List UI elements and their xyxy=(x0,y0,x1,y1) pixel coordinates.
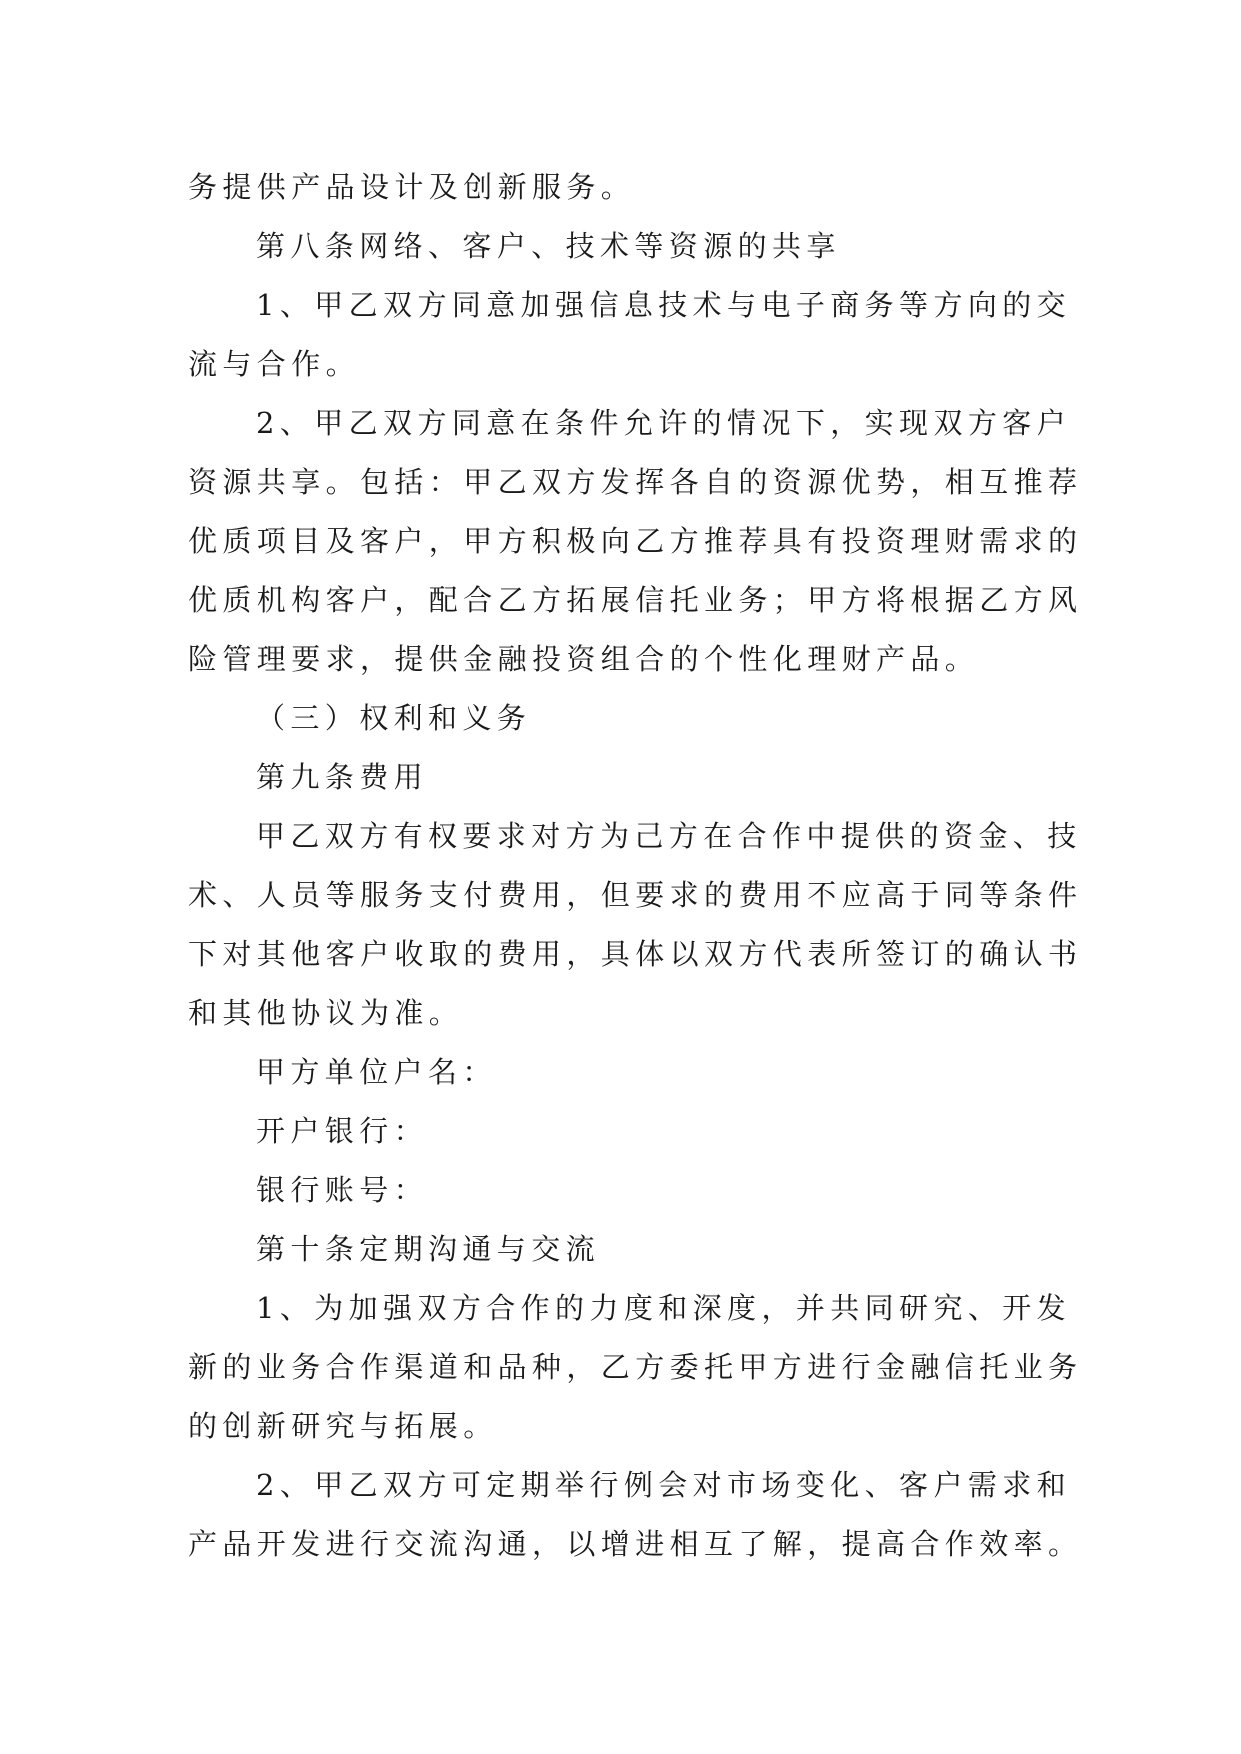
text-line: 2、甲乙双方可定期举行例会对市场变化、客户需求和 xyxy=(256,1468,1072,1502)
text-line: 务提供产品设计及创新服务。 xyxy=(188,170,636,204)
text-line: 1、甲乙双方同意加强信息技术与电子商务等方向的交 xyxy=(256,288,1072,322)
text-line: 险管理要求，提供金融投资组合的个性化理财产品。 xyxy=(188,642,980,676)
text-line: 下对其他客户收取的费用，具体以双方代表所签订的确认书 xyxy=(188,937,1083,971)
text-line: 的创新研究与拓展。 xyxy=(188,1409,498,1443)
text-line: 术、人员等服务支付费用，但要求的费用不应高于同等条件 xyxy=(188,878,1083,912)
section-heading: 第九条费用 xyxy=(256,760,429,794)
text-line: 2、甲乙双方同意在条件允许的情况下，实现双方客户 xyxy=(256,406,1072,440)
text-line: 流与合作。 xyxy=(188,347,361,381)
text-line: 甲乙双方有权要求对方为己方在合作中提供的资金、技 xyxy=(256,819,1082,853)
section-heading: 第八条网络、客户、技术等资源的共享 xyxy=(256,229,841,263)
document-body xyxy=(188,158,1083,1574)
account-name-label: 甲方单位户名： xyxy=(256,1055,497,1089)
text-line: 优质项目及客户，甲方积极向乙方推荐具有投资理财需求的 xyxy=(188,524,1083,558)
text-line: 1、为加强双方合作的力度和深度，并共同研究、开发 xyxy=(256,1291,1072,1325)
bank-name-label: 开户银行： xyxy=(256,1114,429,1148)
section-heading: （三）权利和义务 xyxy=(256,701,532,735)
section-heading: 第十条定期沟通与交流 xyxy=(256,1232,601,1266)
text-line: 新的业务合作渠道和品种，乙方委托甲方进行金融信托业务 xyxy=(188,1350,1083,1384)
text-line: 资源共享。包括：甲乙双方发挥各自的资源优势，相互推荐 xyxy=(188,465,1083,499)
text-line: 和其他协议为准。 xyxy=(188,996,464,1030)
account-number-label: 银行账号： xyxy=(256,1173,429,1207)
text-line: 优质机构客户，配合乙方拓展信托业务；甲方将根据乙方风 xyxy=(188,583,1083,617)
text-line: 产品开发进行交流沟通，以增进相互了解，提高合作效率。 xyxy=(188,1527,1083,1561)
